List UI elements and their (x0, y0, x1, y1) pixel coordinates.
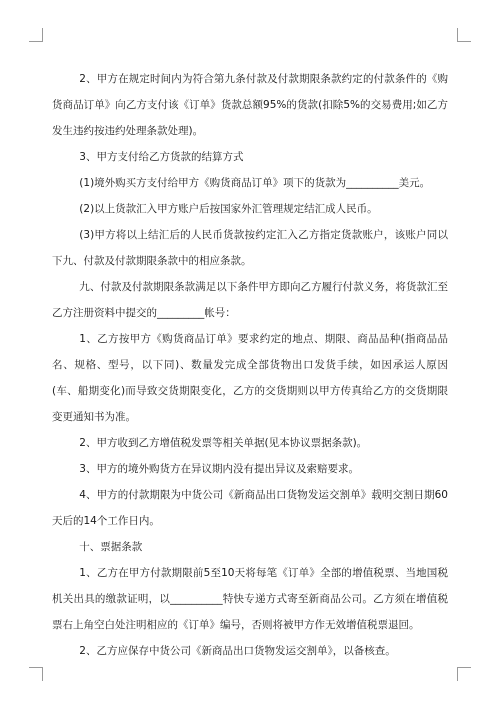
paragraph-settlement-item-3: (3)甲方将以上结汇后的人民币货款按约定汇入乙方指定货款账户，该账户同以下九、付款及付款期限条款中的相应条款。 (52, 229, 448, 267)
paragraph-section-9-item-1: 1、乙方按甲方《购货商品订单》要求约定的地点、期限、商品品种(指商品品名、规格、型号，以下同)、数量发完成全部货物出口发货手续，如因承运人原因(车、船期变化)而导致交货期限变化，乙方的交货期则以甲方传真给乙方的交货期限变更通知书为准。 (52, 333, 448, 423)
paragraph-section-10-item-2: 2、乙方应保存中货公司《新商品出口货物发运交割单》，以备核查。 (79, 645, 396, 657)
document-body (52, 66, 448, 664)
crop-mark-top-right (457, 28, 471, 42)
paragraph-section-10-item-1: 1、乙方在甲方付款期限前5至10天将每笔《订单》全部的增值税票、当地国税机关出具的缴款证明，以__________特快专递方式寄至新商品公司。乙方须在增值税票右上角空白处注明相应的《订单》编号，否则将被甲方作无效增值税票退回。 (52, 567, 448, 631)
paragraph-section-9-item-2: 2、甲方收到乙方增值税发票等相关单据(见本协议票据条款)。 (79, 437, 368, 449)
paragraph-section-9-item-4: 4、甲方的付款期限为中货公司《新商品出口货物发运交割单》载明交割日期60天后的14个工作日内。 (52, 489, 448, 527)
paragraph-settlement-item-1: (1)境外购买方支付给甲方《购货商品订单》项下的货款为__________美元。 (79, 177, 431, 189)
paragraph-payment-clause-2: 2、甲方在规定时间内为符合第九条付款及付款期限条款约定的付款条件的《购货商品订单》向乙方支付该《订单》货款总额95%的货款(扣除5%的交易费用;如乙方发生违约按违约处理条款处理)。 (52, 73, 448, 137)
crop-mark-top-left (29, 28, 43, 42)
crop-mark-bottom-right (457, 667, 471, 681)
paragraph-section-9-item-3: 3、甲方的境外购货方在异议期内没有提出异议及索赔要求。 (79, 463, 359, 475)
paragraph-settlement-item-2: (2)以上货款汇入甲方账户后按国家外汇管理规定结汇成人民币。 (79, 203, 378, 215)
crop-mark-bottom-left (29, 667, 43, 681)
paragraph-section-9-heading: 九、付款及付款期限条款满足以下条件甲方即向乙方履行付款义务，将货款汇至乙方注册资料中提交的_________帐号： (52, 281, 448, 319)
paragraph-settlement-method-heading: 3、甲方支付给乙方货款的结算方式 (79, 151, 244, 163)
paragraph-section-10-heading: 十、票据条款 (79, 541, 143, 553)
